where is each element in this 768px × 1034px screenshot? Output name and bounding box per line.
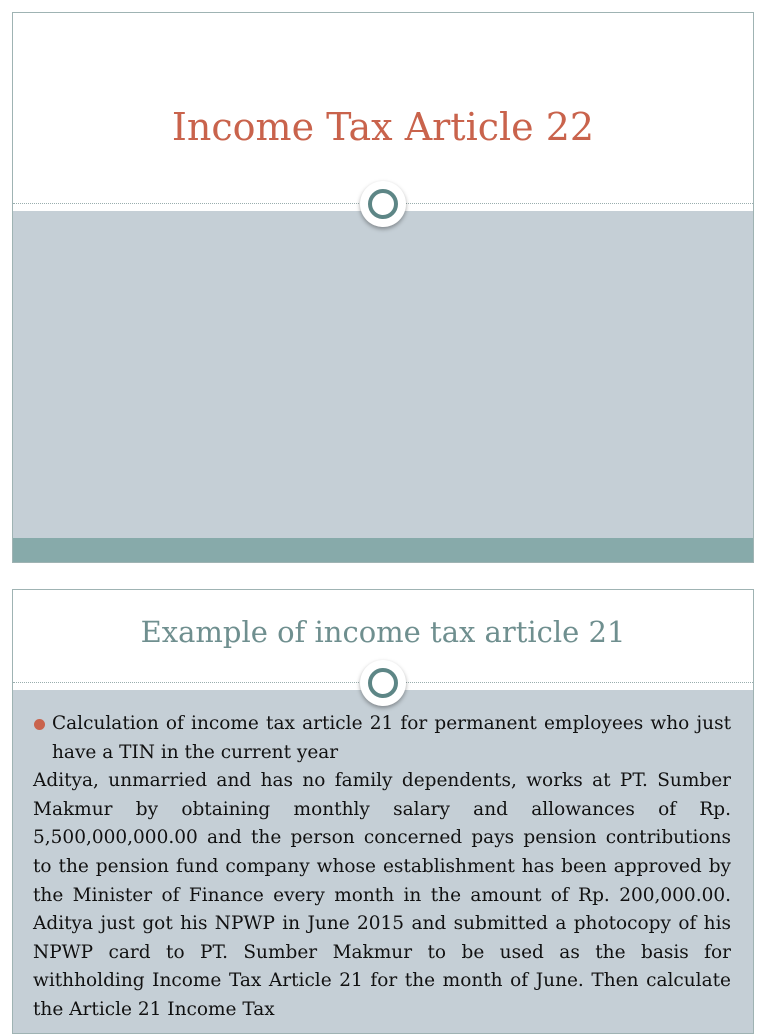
bullet-dot-icon (34, 719, 45, 730)
slide-2-title: Example of income tax article 21 (140, 615, 626, 649)
slide-1-title-area (13, 13, 753, 205)
ring-icon (360, 181, 406, 227)
bullet-item (33, 710, 731, 767)
slide-1 (12, 12, 754, 563)
ring-icon-inner (368, 668, 398, 698)
slide-1-body-panel (13, 211, 753, 538)
slide-2-content (33, 710, 731, 1025)
example-paragraph: Aditya, unmarried and has no family dependents, works at PT. Sumber Makmur by obtaining monthly salary and allowances of Rp. 5,500,000,000.00 and the person concerned pays pension contributions to the pension fund company whose establishment has been approved by the Minister of Finance every month in the amount of Rp. 200,000.00. Aditya just got his NPWP in June 2015 and submitted a photocopy of his NPWP card to PT. Sumber Makmur to be used as the basis for withholding Income Tax Article 21 for the month of June. Then calculate the Article 21 Income Tax (33, 770, 731, 1020)
slide-1-footer-bar (13, 538, 753, 563)
ring-icon-inner (368, 189, 398, 219)
ring-icon (360, 660, 406, 706)
slide-1-title: Income Tax Article 22 (171, 105, 595, 149)
slide-2 (12, 589, 754, 1034)
bullet-text: Calculation of income tax article 21 for permanent employees who just have a TIN in the current year (52, 713, 731, 763)
